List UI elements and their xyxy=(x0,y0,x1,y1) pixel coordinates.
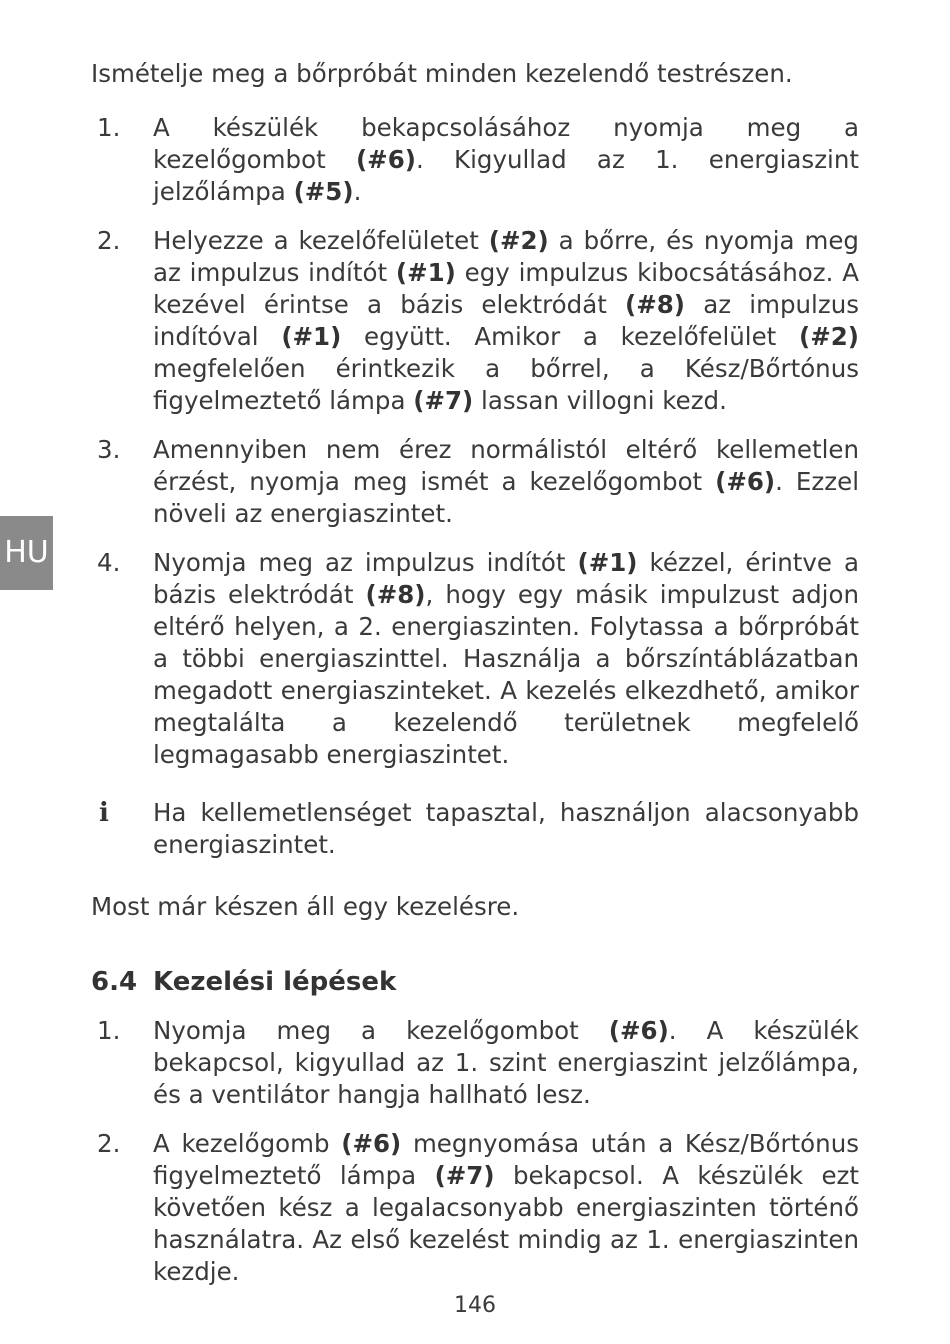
text-run: Amennyiben nem érez normálistól eltérő kellemetlen érzést, nyomja meg ismét a kezelőgombot xyxy=(153,435,859,496)
list-item xyxy=(91,434,859,530)
list-item-number: 2. xyxy=(97,226,121,255)
part-reference: (#5) xyxy=(293,177,354,206)
info-icon: i xyxy=(99,798,109,828)
page-number: 146 xyxy=(454,1293,496,1318)
list-item-number: 4. xyxy=(97,548,121,577)
section-title: Kezelési lépések xyxy=(153,967,397,997)
text-run: A készülék bekapcsolásához nyomja meg a kezelőgombot xyxy=(153,113,859,174)
text-run: Helyezze a kezelőfelületet xyxy=(153,226,489,255)
ready-paragraph: Most már készen áll egy kezelésre. xyxy=(91,892,520,921)
text-run: Nyomja meg az impulzus indítót xyxy=(153,548,578,577)
list-item-text xyxy=(153,547,859,771)
text-run: lassan villogni kezd. xyxy=(473,386,727,415)
skin-test-steps xyxy=(91,112,859,771)
text-run: Nyomja meg a kezelőgombot xyxy=(153,1016,609,1045)
list-item-text xyxy=(153,1128,859,1288)
text-run: . xyxy=(353,177,362,206)
language-tab: HU xyxy=(0,516,53,590)
list-item xyxy=(91,225,859,417)
section-heading xyxy=(91,965,859,999)
list-item xyxy=(91,1128,859,1288)
text-run: megnyomása után a Kész/Bőrtónus figyelmeztető lámpa xyxy=(153,1129,859,1190)
text-run: együtt. Amikor a kezelőfelület xyxy=(341,322,799,351)
list-item-text xyxy=(153,1015,859,1111)
part-reference: (#6) xyxy=(715,467,776,496)
list-item xyxy=(91,1015,859,1111)
part-reference: (#1) xyxy=(395,258,456,287)
text-run: a bőrre, és nyomja meg az impulzus indítót xyxy=(153,226,859,287)
info-note xyxy=(91,797,859,861)
text-run: , hogy egy másik impulzust adjon eltérő helyen, a 2. energiaszinten. Folytassa a bőrpróbát a többi energiaszinttel. Használja a bőrszíntáblázatban megadott energiaszinteket. A kezelés elkezdhető, amikor megtalálta a kezelendő területnek megfelelő legmagasabb energiaszintet. xyxy=(153,580,860,769)
page-content xyxy=(91,58,859,1305)
list-item-number: 2. xyxy=(97,1129,121,1158)
section-number: 6.4 xyxy=(91,967,138,997)
list-item xyxy=(91,112,859,208)
intro-paragraph: Ismételje meg a bőrpróbát minden kezelendő testrészen. xyxy=(91,59,793,88)
part-reference: (#8) xyxy=(365,580,426,609)
part-reference: (#6) xyxy=(341,1129,402,1158)
part-reference: (#6) xyxy=(608,1016,669,1045)
text-run: kézzel, érintve a bázis elektródát xyxy=(153,548,859,609)
text-run: . Kigyullad az 1. energiaszint jelzőlámpa xyxy=(153,145,860,206)
text-run: egy impulzus kibocsátásához. A kezével érintse a bázis elektródát xyxy=(153,258,859,319)
part-reference: (#7) xyxy=(413,386,474,415)
list-item-text xyxy=(153,434,859,530)
part-reference: (#1) xyxy=(281,322,342,351)
part-reference: (#1) xyxy=(577,548,638,577)
text-run: az impulzus indítóval xyxy=(153,290,859,351)
treatment-steps xyxy=(91,1015,859,1288)
part-reference: (#6) xyxy=(355,145,416,174)
list-item xyxy=(91,547,859,771)
part-reference: (#7) xyxy=(434,1161,495,1190)
part-reference: (#2) xyxy=(799,322,859,351)
text-run: . Ezzel növeli az energiaszintet. xyxy=(153,467,859,528)
text-run: megfelelően érintkezik a bőrrel, a Kész/Bőrtónus figyelmeztető lámpa xyxy=(153,354,859,415)
text-run: A kezelőgomb xyxy=(153,1129,342,1158)
part-reference: (#2) xyxy=(488,226,549,255)
list-item-number: 3. xyxy=(97,435,121,464)
part-reference: (#8) xyxy=(625,290,686,319)
list-item-number: 1. xyxy=(97,113,121,142)
list-item-number: 1. xyxy=(97,1016,121,1045)
list-item-text xyxy=(153,112,859,208)
text-run: . A készülék bekapcsol, kigyullad az 1. szint energiaszint jelzőlámpa, és a ventilátor hangja hallható lesz. xyxy=(153,1016,859,1109)
info-note-text: Ha kellemetlenséget tapasztal, használjon alacsonyabb energiaszintet. xyxy=(153,798,859,859)
list-item-text xyxy=(153,225,859,417)
text-run: bekapcsol. A készülék ezt követően kész a legalacsonyabb energiaszinten történő használatra. Az első kezelést mindig az 1. energiaszinten kezdje. xyxy=(153,1161,860,1286)
